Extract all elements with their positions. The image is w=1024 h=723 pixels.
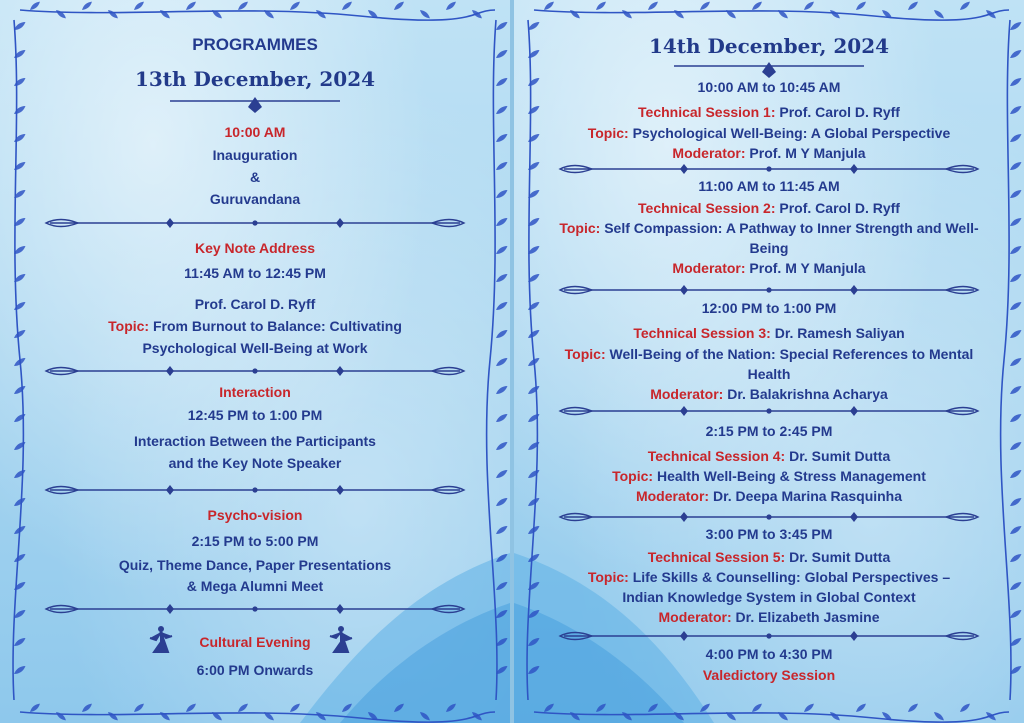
session-5-moderator: Moderator: Dr. Elizabeth Jasmine <box>658 609 880 625</box>
session-1-moderator: Moderator: Prof. M Y Manjula <box>672 145 866 161</box>
section-divider <box>514 281 1024 301</box>
psychovision-line-1: Quiz, Theme Dance, Paper Presentations <box>118 557 392 573</box>
programme-day-1 <box>0 0 510 723</box>
session-1-topic: Topic: Psychological Well-Being: A Global Perspective <box>587 125 951 141</box>
section-divider <box>0 481 510 501</box>
keynote-title: Key Note Address <box>194 240 316 256</box>
keynote-topic-line-1: Topic: From Burnout to Balance: Cultivating <box>108 318 402 334</box>
psychovision-time: 2:15 PM to 5:00 PM <box>191 533 319 549</box>
session-2-topic-line-2: Being <box>749 240 789 256</box>
session-5-topic-line-1: Topic: Life Skills & Counselling: Global Perspectives – <box>587 569 951 585</box>
psychovision-title: Psycho-vision <box>207 507 303 523</box>
section-divider <box>514 627 1024 647</box>
keynote-speaker: Prof. Carol D. Ryff <box>194 296 316 312</box>
session-4-time: 2:15 PM to 2:45 PM <box>705 423 833 439</box>
cultural-evening-time: 6:00 PM Onwards <box>196 662 314 678</box>
session-2-moderator: Moderator: Prof. M Y Manjula <box>672 260 866 276</box>
day-2-date: 14th December, 2024 <box>648 34 890 58</box>
section-divider <box>514 402 1024 422</box>
session-3-topic-line-1: Topic: Well-Being of the Nation: Special References to Mental <box>564 346 974 362</box>
inauguration-time: 10:00 AM <box>224 124 286 140</box>
date-ornament <box>514 58 1024 78</box>
interaction-line-2: and the Key Note Speaker <box>168 455 342 471</box>
cultural-evening-title: Cultural Evening <box>199 634 311 650</box>
session-5-topic-line-2: Indian Knowledge System in Global Context <box>622 589 916 605</box>
left-page <box>0 0 510 723</box>
session-4-moderator: Moderator: Dr. Deepa Marina Rasquinha <box>635 488 903 504</box>
page-heading: PROGRAMMES <box>192 35 318 54</box>
inauguration-line-3: Guruvandana <box>209 191 301 207</box>
date-ornament <box>0 93 510 113</box>
day-1-date: 13th December, 2024 <box>134 67 376 91</box>
session-4-topic: Topic: Health Well-Being & Stress Management <box>612 468 926 484</box>
inauguration-line-1: Inauguration <box>212 147 298 163</box>
session-1-title: Technical Session 1: Prof. Carol D. Ryff <box>638 104 900 120</box>
session-1-time: 10:00 AM to 10:45 AM <box>697 79 841 95</box>
session-2-topic-line-1: Topic: Self Compassion: A Pathway to Inner Strength and Well- <box>559 220 979 236</box>
session-4-title: Technical Session 4: Dr. Sumit Dutta <box>647 448 891 464</box>
session-3-moderator: Moderator: Dr. Balakrishna Acharya <box>650 386 888 402</box>
interaction-line-1: Interaction Between the Participants <box>134 433 376 449</box>
session-2-time: 11:00 AM to 11:45 AM <box>698 178 840 194</box>
programme-day-2 <box>514 0 1024 723</box>
valedictory-time: 4:00 PM to 4:30 PM <box>705 646 833 662</box>
session-5-title: Technical Session 5: Dr. Sumit Dutta <box>647 549 891 565</box>
session-2-title: Technical Session 2: Prof. Carol D. Ryff <box>638 200 900 216</box>
keynote-topic-line-2: Psychological Well-Being at Work <box>142 340 368 356</box>
valedictory-title: Valedictory Session <box>702 667 836 683</box>
session-3-time: 12:00 PM to 1:00 PM <box>701 300 837 316</box>
interaction-title: Interaction <box>219 384 291 400</box>
section-divider <box>0 600 510 620</box>
psychovision-line-2: & Mega Alumni Meet <box>186 578 324 594</box>
right-page <box>514 0 1024 723</box>
session-3-title: Technical Session 3: Dr. Ramesh Saliyan <box>633 325 905 341</box>
interaction-time: 12:45 PM to 1:00 PM <box>187 407 323 423</box>
keynote-time: 11:45 AM to 12:45 PM <box>184 265 326 281</box>
session-3-topic-line-2: Health <box>747 366 791 382</box>
dancer-icon <box>326 624 356 654</box>
inauguration-line-2: & <box>249 169 261 185</box>
section-divider <box>0 362 510 382</box>
session-5-time: 3:00 PM to 3:45 PM <box>705 526 833 542</box>
section-divider <box>0 214 510 234</box>
